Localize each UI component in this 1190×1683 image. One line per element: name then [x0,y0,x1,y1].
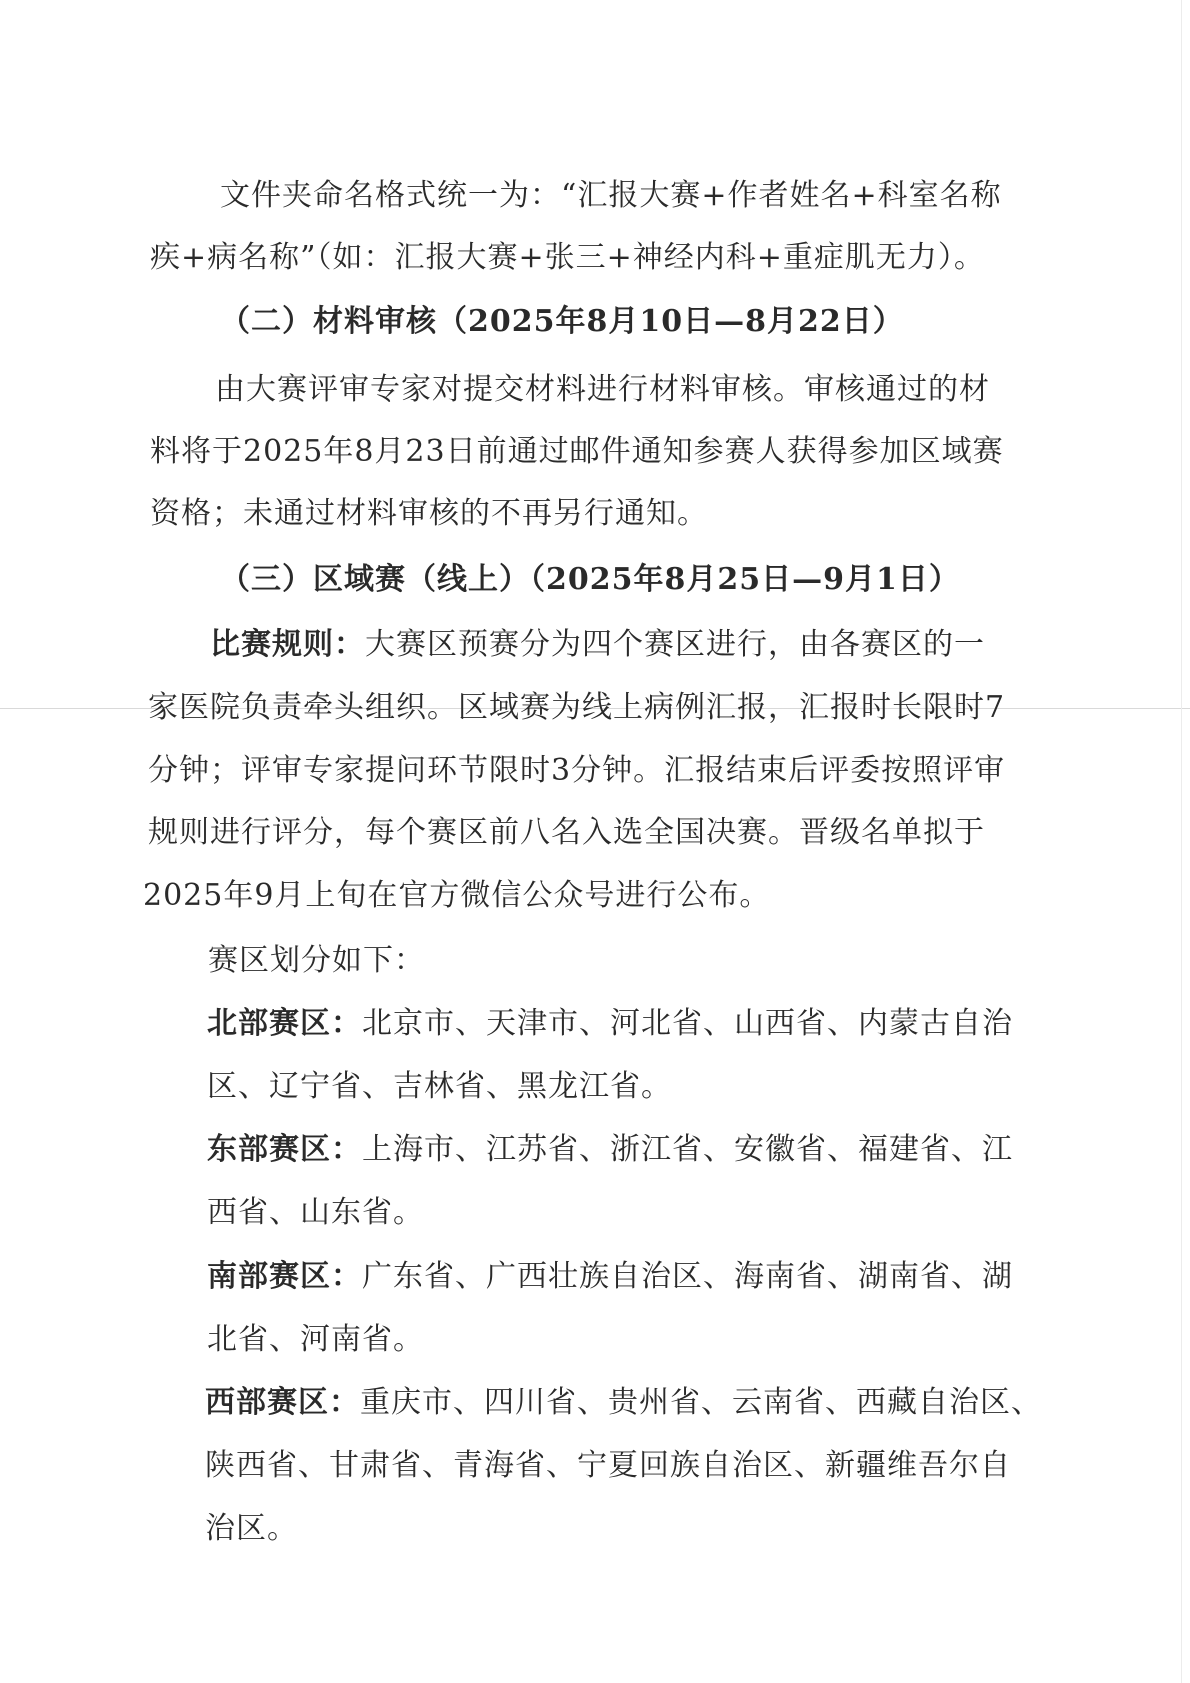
region-label: 北部赛区： [207,1006,362,1041]
text-span: 料将于2025年8月23日前通过邮件通知参赛人获得参加区域赛 [150,434,1004,469]
paragraph-line [208,941,1120,981]
text-span: 家医院负责牵头组织。区域赛为线上病例汇报，汇报时长限时7 [148,690,1006,725]
paragraph-line [148,813,1120,853]
text-span: 分钟；评审专家提问环节限时3分钟。汇报结束后评委按照评审 [148,753,1006,788]
text-span: 陕西省、甘肃省、青海省、宁夏回族自治区、新疆维吾尔自 [205,1448,1011,1483]
paragraph-line [207,1067,1120,1107]
text-span: 上海市、江苏省、浙江省、安徽省、福建省、江 [362,1132,1013,1167]
text-span: 广东省、广西壮族自治区、海南省、湖南省、湖 [362,1259,1013,1294]
section-heading-3 [220,560,1120,600]
text-span: 西省、山东省。 [207,1195,424,1230]
text-span: 疾+病名称”（如：汇报大赛+张三+神经内科+重症肌无力）。 [150,240,985,275]
heading-text: （二）材料审核（2025年8月10日—8月22日） [220,304,904,339]
region-east [207,1130,1120,1170]
region-label: 东部赛区： [207,1132,362,1167]
paragraph-line [148,751,1120,791]
paragraph-line [148,688,1120,728]
text-span: 重庆市、四川省、贵州省、云南省、西藏自治区、 [360,1385,1042,1420]
rules-label: 比赛规则： [210,627,365,662]
text-span: 北京市、天津市、河北省、山西省、内蒙古自治 [362,1006,1013,1041]
text-span: 赛区划分如下： [208,943,425,978]
heading-text: （三）区域赛（线上）（2025年8月25日—9月1日） [220,562,960,597]
text-span: 大赛区预赛分为四个赛区进行，由各赛区的一 [365,627,985,662]
region-north [207,1004,1120,1044]
text-span: 资格；未通过材料审核的不再另行通知。 [150,496,708,531]
text-span: 规则进行评分，每个赛区前八名入选全国决赛。晋级名单拟于 [148,815,985,850]
region-south [207,1257,1120,1297]
region-west [205,1383,1140,1423]
paragraph-line [150,432,1120,472]
paragraph-line [220,176,1120,216]
paragraph-line [207,1193,1120,1233]
paragraph-line [210,625,1120,665]
text-span: 2025年9月上旬在官方微信公众号进行公布。 [143,878,771,913]
text-span: 治区。 [205,1511,298,1546]
paragraph-line [150,238,1120,278]
paragraph-line [205,1509,1120,1549]
region-label: 南部赛区： [207,1259,362,1294]
scan-artifact-edge [1181,0,1182,1683]
paragraph-line [207,1320,1120,1360]
text-span: 由大赛评审专家对提交材料进行材料审核。审核通过的材 [215,372,990,407]
paragraph-line [215,370,1115,410]
text-span: 北省、河南省。 [207,1322,424,1357]
paragraph-line [205,1446,1140,1486]
section-heading-2 [220,302,1120,342]
paragraph-line [143,876,1120,916]
text-span: 区、辽宁省、吉林省、黑龙江省。 [207,1069,672,1104]
paragraph-line [150,494,1120,534]
region-label: 西部赛区： [205,1385,360,1420]
text-span: 文件夹命名格式统一为：“汇报大赛+作者姓名+科室名称 [220,178,1002,213]
